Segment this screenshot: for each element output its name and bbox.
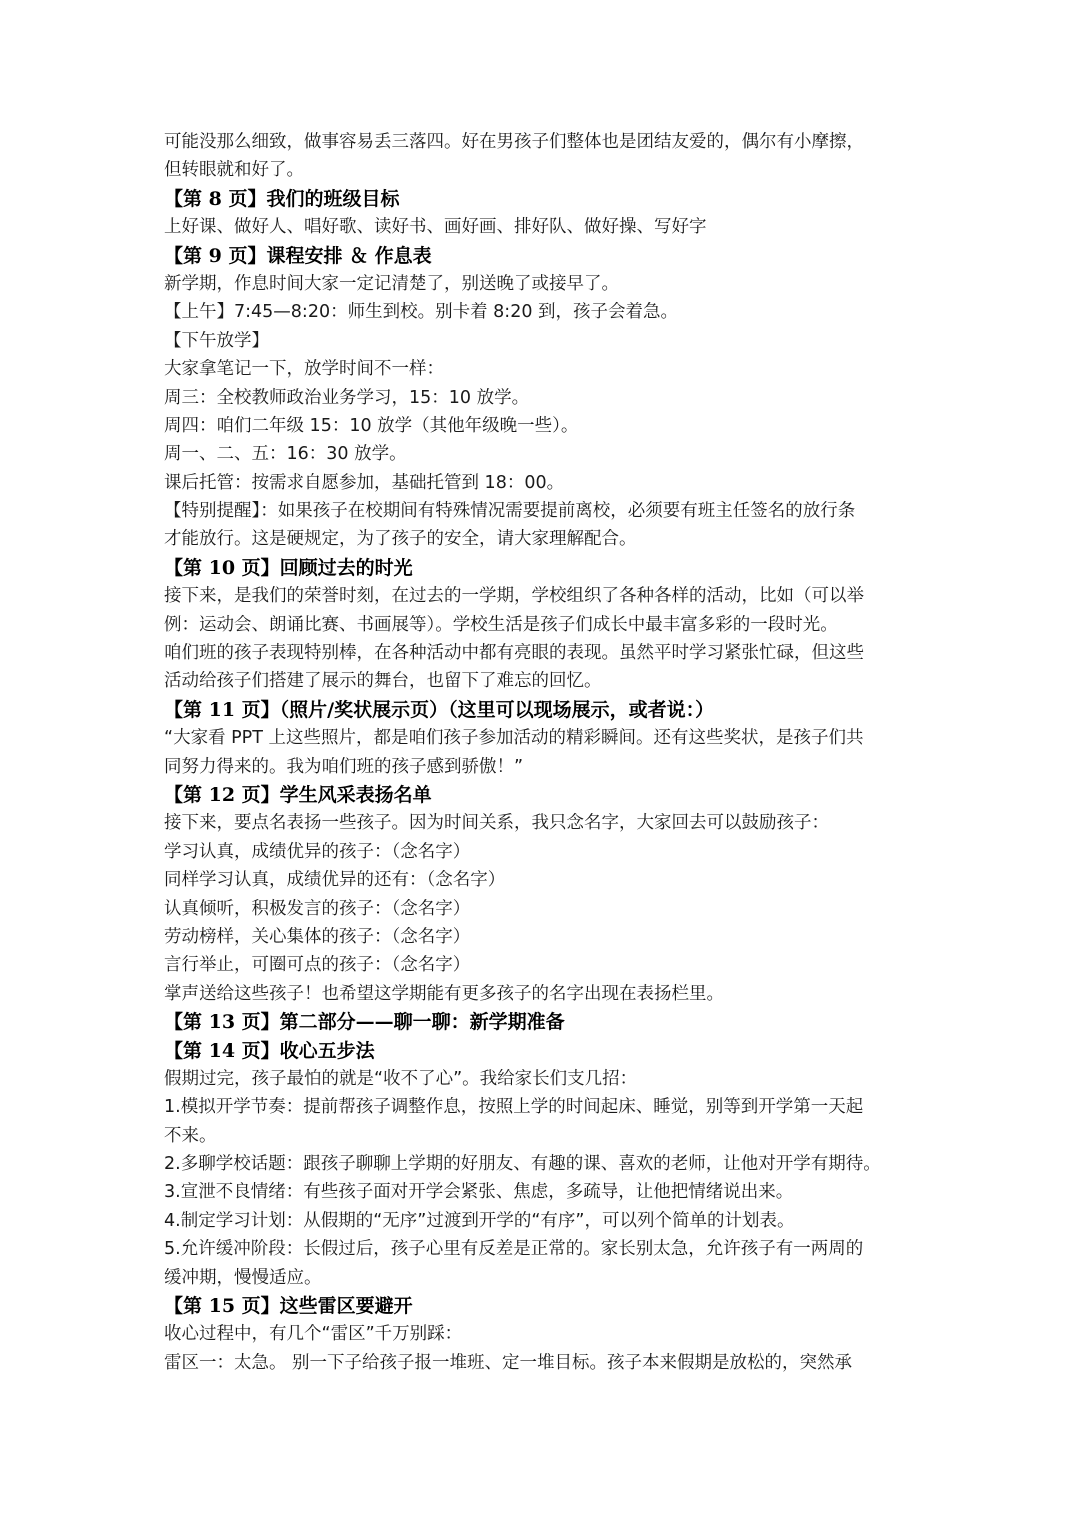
section-heading: 【第 8 页】我们的班级目标 xyxy=(164,187,400,210)
paragraph-line: 课后托管：按需求自愿参加，基础托管到 18：00。 xyxy=(164,472,565,493)
paragraph-line: 周三：全校教师政治业务学习，15：10 放学。 xyxy=(164,387,530,408)
paragraph-line: 接下来，是我们的荣誉时刻，在过去的一学期，学校组织了各种各样的活动，比如（可以举 xyxy=(164,586,864,607)
paragraph-line: 同努力得来的。我为咱们班的孩子感到骄傲！” xyxy=(164,756,524,777)
paragraph-line: 咱们班的孩子表现特别棒，在各种活动中都有亮眼的表现。虽然平时学习紧张忙碌，但这些 xyxy=(164,643,864,664)
section-heading: 【第 12 页】学生风采表扬名单 xyxy=(164,783,432,806)
document-page xyxy=(164,128,924,1377)
paragraph-line: 新学期，作息时间大家一定记清楚了，别送晚了或接早了。 xyxy=(164,273,619,294)
paragraph-line: 雷区一：太急。 别一下子给孩子报一堆班、定一堆目标。孩子本来假期是放松的，突然承 xyxy=(164,1352,853,1373)
paragraph-line: 学习认真，成绩优异的孩子：（念名字） xyxy=(164,841,471,862)
paragraph-line: 例：运动会、朗诵比赛、书画展等）。学校生活是孩子们成长中最丰富多彩的一段时光。 xyxy=(164,614,838,635)
paragraph-line: 1.模拟开学节奏：提前帮孩子调整作息，按照上学的时间起床、睡觉，别等到开学第一天起 xyxy=(164,1097,864,1118)
paragraph-line: 接下来，要点名表扬一些孩子。因为时间关系，我只念名字，大家回去可以鼓励孩子： xyxy=(164,813,829,834)
paragraph-line: 周一、二、五：16：30 放学。 xyxy=(164,444,407,465)
section-heading: 【第 10 页】回顾过去的时光 xyxy=(164,556,413,579)
section-heading: 【第 11 页】（照片/奖状展示页）（这里可以现场展示，或者说：） xyxy=(164,698,715,721)
paragraph-line: 【上午】7:45—8:20：师生到校。别卡着 8:20 到，孩子会着急。 xyxy=(164,302,679,323)
paragraph-line: 才能放行。这是硬规定，为了孩子的安全，请大家理解配合。 xyxy=(164,529,637,550)
paragraph-line: 【特别提醒】：如果孩子在校期间有特殊情况需要提前离校，必须要有班主任签名的放行条 xyxy=(164,501,856,522)
paragraph-line: 3.宣泄不良情绪：有些孩子面对开学会紧张、焦虑，多疏导，让他把情绪说出来。 xyxy=(164,1182,794,1203)
paragraph-line: 5.允许缓冲阶段：长假过后，孩子心里有反差是正常的。家长别太急，允许孩子有一两周的 xyxy=(164,1239,864,1260)
paragraph-line: 同样学习认真，成绩优异的还有：（念名字） xyxy=(164,870,506,891)
paragraph-line: 【下午放学】 xyxy=(164,330,269,351)
paragraph-line: 可能没那么细致，做事容易丢三落四。好在男孩子们整体也是团结友爱的，偶尔有小摩擦， xyxy=(164,132,864,152)
paragraph-line: 周四：咱们二年级 15：10 放学（其他年级晚一些）。 xyxy=(164,415,579,436)
section-heading: 【第 13 页】第二部分——聊一聊：新学期准备 xyxy=(164,1011,565,1034)
paragraph-line: 掌声送给这些孩子！也希望这学期能有更多孩子的名字出现在表扬栏里。 xyxy=(164,983,724,1004)
section-heading: 【第 14 页】收心五步法 xyxy=(164,1039,375,1062)
paragraph-line: 上好课、做好人、唱好歌、读好书、画好画、排好队、做好操、写好字 xyxy=(164,217,707,238)
paragraph-line: 活动给孩子们搭建了展示的舞台，也留下了难忘的回忆。 xyxy=(164,671,602,692)
paragraph-line: 4.制定学习计划：从假期的“无序”过渡到开学的“有序”，可以列个简单的计划表。 xyxy=(164,1210,795,1231)
paragraph-line: 劳动榜样，关心集体的孩子：（念名字） xyxy=(164,926,471,947)
paragraph-line: 不来。 xyxy=(164,1125,217,1146)
paragraph-line: 收心过程中，有几个“雷区”千万别踩： xyxy=(164,1324,463,1345)
paragraph-line: 认真倾听，积极发言的孩子：（念名字） xyxy=(164,898,471,919)
paragraph-line: 假期过完，孩子最怕的就是“收不了心”。我给家长们支几招： xyxy=(164,1068,638,1089)
paragraph-line: 2.多聊学校话题：跟孩子聊聊上学期的好朋友、有趣的课、喜欢的老师，让他对开学有期待。 xyxy=(164,1154,881,1175)
paragraph-line: “大家看 PPT 上这些照片，都是咱们孩子参加活动的精彩瞬间。还有这些奖状，是孩子们共 xyxy=(164,728,864,749)
paragraph-line: 大家拿笔记一下，放学时间不一样： xyxy=(164,359,444,380)
section-heading: 【第 9 页】课程安排 ＆ 作息表 xyxy=(164,244,432,267)
paragraph-line: 言行举止，可圈可点的孩子：（念名字） xyxy=(164,955,471,976)
paragraph-line: 缓冲期，慢慢适应。 xyxy=(164,1267,322,1288)
section-heading: 【第 15 页】这些雷区要避开 xyxy=(164,1295,413,1318)
paragraph-line: 但转眼就和好了。 xyxy=(164,160,304,181)
